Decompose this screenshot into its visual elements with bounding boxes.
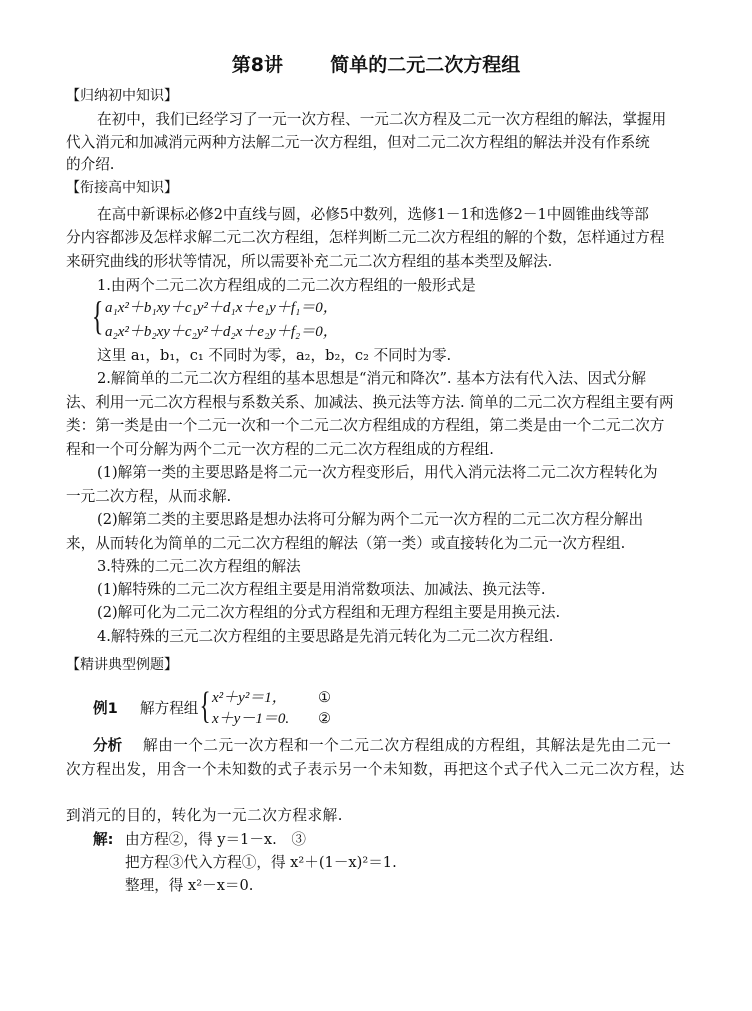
section-heading-junior: 【归纳初中知识】 — [66, 88, 178, 104]
general-equation-2: a₂x²＋b₂xy＋c₂y²＋d₂x＋e₂y＋f₂＝0， — [105, 324, 338, 340]
solution-line: 整理，得 x²－x＝0. — [125, 877, 254, 894]
general-equation-1: a₁x²＋b₁xy＋c₁y²＋d₁x＋e₁y＋f₁＝0， — [105, 300, 338, 316]
paragraph-line: (1)解第一类的主要思路是将二元一次方程变形后，用代入消元法将二元二次方程转化为 — [97, 464, 658, 481]
paragraph-line: 在初中，我们已经学习了一元一次方程、一元二次方程及二元一次方程组的解法，掌握用 — [97, 111, 667, 128]
section-heading-senior: 【衔接高中知识】 — [66, 180, 178, 196]
paragraph-line: 代入消元和加减消元两种方法解二元一次方程组，但对二元二次方程组的解法并没有作系统 — [66, 134, 650, 151]
solution-label: 解: — [93, 831, 114, 848]
example-label: 例1 — [93, 700, 118, 717]
analysis-line: 解由一个二元一次方程和一个二元二次方程组成的方程组，其解法是先由二元一 — [143, 737, 672, 754]
paragraph-line: 来研究曲线的形状等情况，所以需要补充二元二次方程组的基本类型及解法. — [66, 253, 553, 270]
paragraph-line: 来，从而转化为简单的二元二次方程组的解法（第一类）或直接转化为二元一次方程组. — [66, 535, 626, 552]
paragraph-line: 2.解简单的二元二次方程组的基本思想是“消元和降次”. 基本方法有代入法、因式分解 — [97, 370, 646, 387]
paragraph-line: 4.解特殊的三元二次方程组的主要思路是先消元转化为二元二次方程组. — [97, 628, 554, 645]
equation-number-1: ① — [318, 689, 332, 706]
solution-line: 由方程②，得 y＝1－x. ③ — [125, 831, 306, 848]
analysis-line: 到消元的目的，转化为一元二次方程求解. — [66, 807, 343, 824]
paragraph-line: 类：第一类是由一个二元一次和一个二元二次方程组成的方程组，第二类是由一个二元二次方 — [66, 417, 665, 434]
paragraph-line: 的介绍. — [66, 156, 115, 173]
section-heading-examples: 【精讲典型例题】 — [66, 657, 178, 673]
analysis-line: 次方程出发，用含一个未知数的式子表示另一个未知数，再把这个式子代入二元二次方程，达 — [66, 761, 685, 778]
solution-line: 把方程③代入方程①，得 x²＋(1－x)²＝1. — [125, 854, 397, 871]
example-prompt: 解方程组 — [140, 700, 199, 717]
point-3-title: 3.特殊的二元二次方程组的解法 — [97, 558, 301, 575]
paragraph-line: 一元二次方程，从而求解. — [66, 488, 232, 505]
paragraph-line: (1)解特殊的二元二次方程组主要是用消常数项法、加减法、换元法等. — [97, 581, 546, 598]
example-equation-1: x²＋y²＝1， — [212, 690, 287, 706]
lecture-topic: 简单的二元二次方程组 — [330, 54, 521, 76]
lecture-number: 第8讲 — [231, 54, 283, 76]
point-1-note: 这里 a₁，b₁，c₁ 不同时为零，a₂，b₂，c₂ 不同时为零. — [97, 347, 452, 364]
equation-number-2: ② — [318, 710, 332, 727]
paragraph-line: (2)解第二类的主要思路是想办法将可分解为两个二元一次方程的二元二次方程分解出 — [97, 511, 644, 528]
left-brace-icon: { — [91, 293, 104, 338]
analysis-label: 分析 — [93, 737, 123, 754]
paragraph-line: 法、利用一元二次方程根与系数关系、加减法、换元法等方法. 简单的二元二次方程组主要有两 — [66, 394, 674, 411]
left-brace-icon: { — [199, 685, 211, 727]
paragraph-line: 程和一个可分解为两个二元一次方程的二元二次方程组成的方程组. — [66, 441, 494, 458]
page-title — [0, 50, 752, 77]
paragraph-line: 分内容都涉及怎样求解二元二次方程组，怎样判断二元二次方程组的解的个数，怎样通过方程 — [66, 229, 665, 246]
point-1-title: 1.由两个二元二次方程组成的二元二次方程组的一般形式是 — [97, 277, 476, 294]
paragraph-line: 在高中新课标必修2中直线与圆，必修5中数列，选修1－1和选修2－1中圆锥曲线等部 — [97, 206, 649, 223]
example-equation-2: x＋y－1＝0. — [212, 711, 290, 727]
paragraph-line: (2)解可化为二元二次方程组的分式方程组和无理方程组主要是用换元法. — [97, 604, 561, 621]
